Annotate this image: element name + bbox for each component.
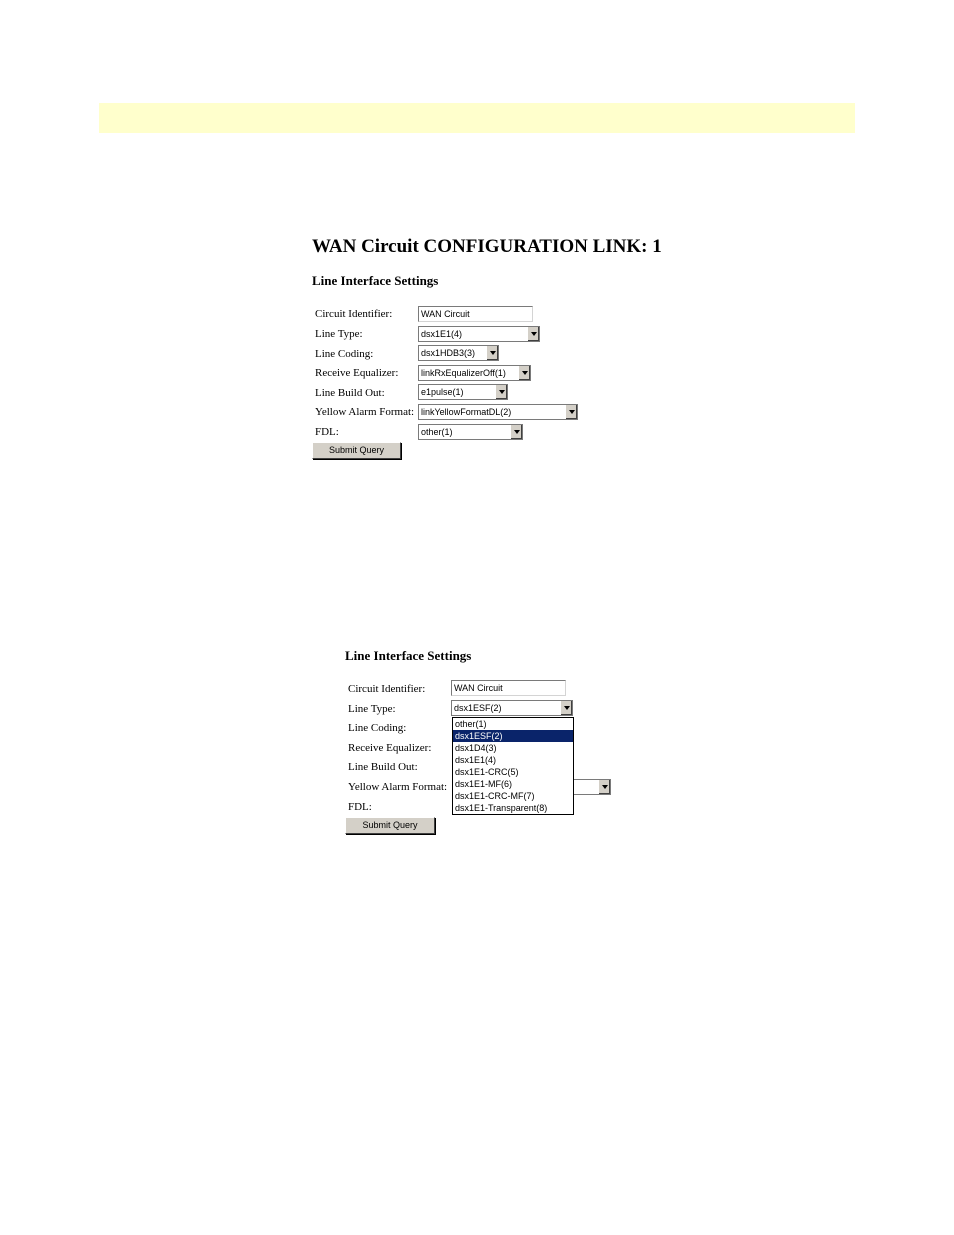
dropdown-option[interactable]: dsx1E1(4) <box>455 755 497 765</box>
line-coding-label: Line Coding: <box>348 722 407 734</box>
line-type-value: dsx1ESF(2) <box>454 703 502 713</box>
fdl-select[interactable] <box>418 424 523 440</box>
section-title: Line Interface Settings <box>345 648 472 663</box>
line-build-out-value: e1pulse(1) <box>421 387 464 397</box>
line-coding-label: Line Coding: <box>315 348 374 360</box>
chevron-down-icon[interactable] <box>510 425 522 439</box>
circuit-identifier-input[interactable]: WAN Circuit <box>418 306 533 322</box>
line-type-label: Line Type: <box>348 703 396 715</box>
yellow-alarm-format-label: Yellow Alarm Format: <box>348 781 448 793</box>
line-type-select[interactable] <box>451 700 573 716</box>
submit-query-button[interactable]: Submit Query <box>312 442 401 459</box>
section-title: Line Interface Settings <box>312 273 439 288</box>
circuit-identifier-label: Circuit Identifier: <box>348 683 426 695</box>
submit-query-button[interactable]: Submit Query <box>345 817 435 834</box>
line-type-select[interactable] <box>418 326 540 342</box>
dropdown-option[interactable]: other(1) <box>455 719 487 729</box>
dropdown-option[interactable]: dsx1E1-CRC-MF(7) <box>455 791 535 801</box>
yellow-alarm-format-value: linkYellowFormatDL(2) <box>421 407 512 417</box>
line-type-value: dsx1E1(4) <box>421 329 463 339</box>
circuit-identifier-label: Circuit Identifier: <box>315 308 393 320</box>
dropdown-option[interactable]: dsx1E1-Transparent(8) <box>455 803 548 813</box>
receive-equalizer-select[interactable] <box>418 365 531 381</box>
dropdown-option[interactable]: dsx1D4(3) <box>455 743 497 753</box>
circuit-identifier-input[interactable]: WAN Circuit <box>451 680 566 696</box>
line-build-out-label: Line Build Out: <box>315 387 385 399</box>
page-title: WAN Circuit CONFIGURATION LINK: 1 <box>312 236 662 257</box>
chevron-down-icon[interactable] <box>527 327 539 341</box>
dropdown-option[interactable]: dsx1E1-MF(6) <box>455 779 513 789</box>
line-type-label: Line Type: <box>315 328 363 340</box>
fdl-value: other(1) <box>421 427 453 437</box>
receive-equalizer-value: linkRxEqualizerOff(1) <box>421 368 506 378</box>
chevron-down-icon[interactable] <box>565 405 577 419</box>
chevron-down-icon[interactable] <box>518 366 530 380</box>
chevron-down-icon[interactable] <box>495 385 507 399</box>
yellow-alarm-format-select[interactable] <box>418 404 578 420</box>
chevron-down-icon[interactable] <box>560 701 572 715</box>
dropdown-option-selected[interactable]: dsx1ESF(2) <box>453 730 573 742</box>
dropdown-option[interactable]: dsx1E1-CRC(5) <box>455 767 519 777</box>
line-coding-select[interactable] <box>418 345 499 361</box>
yellow-alarm-format-label: Yellow Alarm Format: <box>315 406 415 418</box>
receive-equalizer-label: Receive Equalizer: <box>315 367 399 379</box>
line-coding-value: dsx1HDB3(3) <box>421 348 476 358</box>
receive-equalizer-label: Receive Equalizer: <box>348 742 432 754</box>
line-build-out-select[interactable] <box>418 384 508 400</box>
header-banner <box>99 103 855 133</box>
chevron-down-icon[interactable] <box>598 780 610 794</box>
chevron-down-icon[interactable] <box>486 346 498 360</box>
fdl-label: FDL: <box>315 426 339 438</box>
line-build-out-label: Line Build Out: <box>348 761 418 773</box>
line-type-dropdown-list <box>452 717 574 815</box>
fdl-label: FDL: <box>348 801 372 813</box>
